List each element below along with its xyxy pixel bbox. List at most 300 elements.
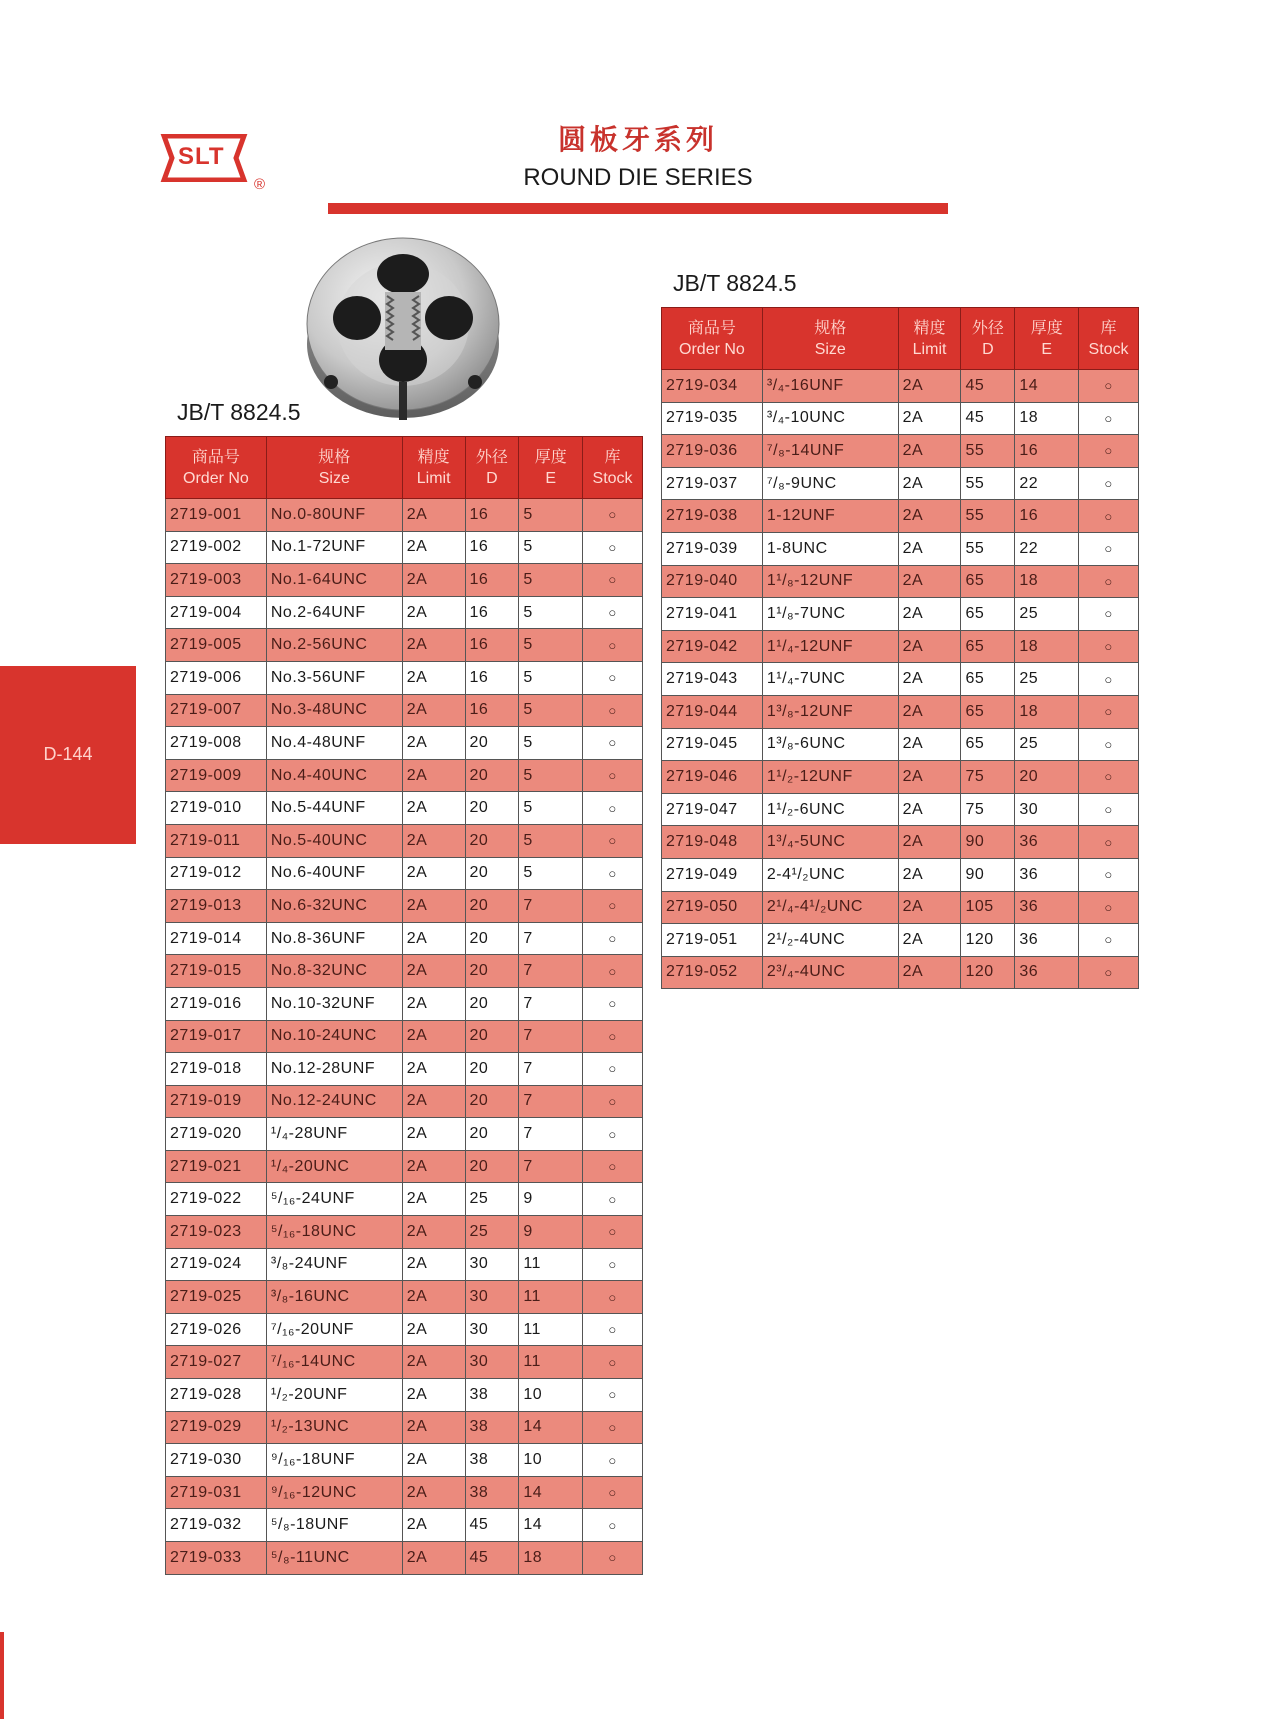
cell-e: 18 [1015, 630, 1079, 663]
cell-e: 36 [1015, 826, 1079, 859]
cell-limit: 2A [402, 1085, 465, 1118]
table-row [166, 1150, 643, 1183]
cell-size: ³/₄-16UNF [762, 370, 898, 403]
table-row [662, 532, 1139, 565]
cell-size: 1¹/₄-7UNC [762, 663, 898, 696]
table-row [662, 565, 1139, 598]
cell-order: 2719-011 [166, 824, 267, 857]
cell-stock: ○ [1079, 761, 1139, 794]
cell-e: 20 [1015, 761, 1079, 794]
cell-order: 2719-040 [662, 565, 763, 598]
cell-limit: 2A [402, 694, 465, 727]
cell-stock: ○ [1079, 565, 1139, 598]
table-row [166, 1476, 643, 1509]
cell-size: ⁵/₈-18UNF [266, 1509, 402, 1542]
cell-size: No.12-24UNC [266, 1085, 402, 1118]
cell-stock: ○ [1079, 500, 1139, 533]
cell-d: 16 [465, 596, 519, 629]
cell-limit: 2A [402, 857, 465, 890]
standard-label-right: JB/T 8824.5 [673, 270, 797, 296]
table-row [166, 1281, 643, 1314]
cell-e: 7 [519, 1085, 583, 1118]
cell-e: 25 [1015, 728, 1079, 761]
cell-d: 30 [465, 1248, 519, 1281]
cell-order: 2719-004 [166, 596, 267, 629]
cell-stock: ○ [583, 1444, 643, 1477]
cell-stock: ○ [1079, 435, 1139, 468]
cell-order: 2719-052 [662, 956, 763, 989]
cell-order: 2719-039 [662, 532, 763, 565]
cell-stock: ○ [1079, 956, 1139, 989]
cell-d: 55 [961, 532, 1015, 565]
cell-stock: ○ [583, 1183, 643, 1216]
cell-size: 1³/₈-6UNC [762, 728, 898, 761]
cell-size: No.1-64UNC [266, 564, 402, 597]
cell-limit: 2A [402, 1183, 465, 1216]
cell-size: 2³/₄-4UNC [762, 956, 898, 989]
cell-stock: ○ [583, 1150, 643, 1183]
cell-order: 2719-020 [166, 1118, 267, 1151]
cell-limit: 2A [402, 1313, 465, 1346]
cell-order: 2719-024 [166, 1248, 267, 1281]
cell-limit: 2A [402, 1476, 465, 1509]
cell-stock: ○ [583, 1379, 643, 1412]
cell-e: 36 [1015, 891, 1079, 924]
cell-size: ¹/₄-20UNC [266, 1150, 402, 1183]
cell-size: ¹/₄-28UNF [266, 1118, 402, 1151]
cell-order: 2719-025 [166, 1281, 267, 1314]
cell-order: 2719-045 [662, 728, 763, 761]
cell-limit: 2A [898, 402, 961, 435]
table-row [662, 728, 1139, 761]
cell-limit: 2A [402, 661, 465, 694]
cell-d: 120 [961, 924, 1015, 957]
cell-order: 2719-019 [166, 1085, 267, 1118]
cell-d: 90 [961, 858, 1015, 891]
cell-order: 2719-022 [166, 1183, 267, 1216]
cell-limit: 2A [402, 824, 465, 857]
cell-stock: ○ [1079, 826, 1139, 859]
table-row [166, 1444, 643, 1477]
cell-size: ¹/₂-20UNF [266, 1379, 402, 1412]
cell-order: 2719-044 [662, 695, 763, 728]
cell-d: 55 [961, 467, 1015, 500]
table-row [662, 598, 1139, 631]
cell-e: 18 [1015, 565, 1079, 598]
cell-size: 1¹/₂-6UNC [762, 793, 898, 826]
cell-e: 5 [519, 629, 583, 662]
cell-limit: 2A [898, 467, 961, 500]
cell-order: 2719-028 [166, 1379, 267, 1412]
cell-e: 5 [519, 824, 583, 857]
cell-size: No.4-40UNC [266, 759, 402, 792]
cell-order: 2719-027 [166, 1346, 267, 1379]
cell-d: 65 [961, 565, 1015, 598]
cell-e: 14 [1015, 370, 1079, 403]
table-row [662, 826, 1139, 859]
cell-stock: ○ [583, 499, 643, 532]
cell-d: 20 [465, 1053, 519, 1086]
cell-d: 55 [961, 500, 1015, 533]
cell-d: 65 [961, 598, 1015, 631]
cell-order: 2719-015 [166, 955, 267, 988]
table-row [662, 761, 1139, 794]
table-row [166, 694, 643, 727]
cell-limit: 2A [898, 630, 961, 663]
table-row [166, 1379, 643, 1412]
cell-e: 14 [519, 1476, 583, 1509]
cell-limit: 2A [402, 531, 465, 564]
cell-order: 2719-005 [166, 629, 267, 662]
cell-stock: ○ [583, 922, 643, 955]
cell-d: 20 [465, 1085, 519, 1118]
cell-e: 16 [1015, 500, 1079, 533]
cell-order: 2719-008 [166, 727, 267, 760]
cell-order: 2719-021 [166, 1150, 267, 1183]
cell-e: 25 [1015, 663, 1079, 696]
cell-e: 5 [519, 694, 583, 727]
header-e: 厚度 E [1015, 308, 1079, 370]
cell-limit: 2A [898, 532, 961, 565]
cell-order: 2719-016 [166, 987, 267, 1020]
cell-d: 16 [465, 629, 519, 662]
cell-d: 16 [465, 531, 519, 564]
cell-stock: ○ [583, 1346, 643, 1379]
cell-order: 2719-047 [662, 793, 763, 826]
cell-d: 45 [961, 402, 1015, 435]
table-row [166, 1509, 643, 1542]
cell-limit: 2A [402, 1281, 465, 1314]
cell-size: ⁵/₈-11UNC [266, 1542, 402, 1575]
cell-order: 2719-013 [166, 890, 267, 923]
cell-limit: 2A [898, 663, 961, 696]
table-row [166, 955, 643, 988]
cell-limit: 2A [402, 1346, 465, 1379]
cell-stock: ○ [583, 661, 643, 694]
cell-limit: 2A [402, 1411, 465, 1444]
title-english: ROUND DIE SERIES [523, 164, 753, 191]
cell-e: 10 [519, 1444, 583, 1477]
cell-stock: ○ [1079, 467, 1139, 500]
cell-order: 2719-033 [166, 1542, 267, 1575]
table-row [166, 499, 643, 532]
cell-order: 2719-042 [662, 630, 763, 663]
table-row [166, 890, 643, 923]
cell-size: ⁷/₈-14UNF [762, 435, 898, 468]
cell-e: 11 [519, 1313, 583, 1346]
cell-stock: ○ [583, 629, 643, 662]
cell-d: 105 [961, 891, 1015, 924]
cell-d: 25 [465, 1183, 519, 1216]
cell-limit: 2A [402, 759, 465, 792]
cell-e: 5 [519, 499, 583, 532]
cell-d: 16 [465, 694, 519, 727]
cell-stock: ○ [583, 1248, 643, 1281]
header-size: 规格 Size [266, 437, 402, 499]
cell-stock: ○ [583, 1020, 643, 1053]
cell-limit: 2A [402, 629, 465, 662]
cell-limit: 2A [898, 826, 961, 859]
table-row [166, 759, 643, 792]
cell-limit: 2A [402, 1118, 465, 1151]
cell-d: 120 [961, 956, 1015, 989]
cell-d: 38 [465, 1476, 519, 1509]
cell-size: 1¹/₈-12UNF [762, 565, 898, 598]
cell-size: No.6-40UNF [266, 857, 402, 890]
cell-stock: ○ [583, 727, 643, 760]
table-header-row [166, 437, 643, 499]
cell-stock: ○ [583, 1216, 643, 1249]
cell-size: No.2-56UNC [266, 629, 402, 662]
cell-limit: 2A [898, 858, 961, 891]
cell-size: No.8-36UNF [266, 922, 402, 955]
cell-d: 30 [465, 1346, 519, 1379]
cell-order: 2719-001 [166, 499, 267, 532]
table-row [166, 531, 643, 564]
cell-limit: 2A [402, 890, 465, 923]
table-row [166, 1411, 643, 1444]
cell-e: 14 [519, 1509, 583, 1542]
table-row [662, 467, 1139, 500]
table-row [166, 1053, 643, 1086]
cell-d: 20 [465, 1118, 519, 1151]
cell-d: 55 [961, 435, 1015, 468]
table-row [166, 1085, 643, 1118]
cell-stock: ○ [583, 1313, 643, 1346]
cell-size: ³/₈-16UNC [266, 1281, 402, 1314]
cell-stock: ○ [583, 1085, 643, 1118]
cell-limit: 2A [402, 727, 465, 760]
cell-limit: 2A [898, 370, 961, 403]
cell-limit: 2A [898, 565, 961, 598]
cell-order: 2719-043 [662, 663, 763, 696]
cell-order: 2719-051 [662, 924, 763, 957]
table-row [166, 824, 643, 857]
cell-limit: 2A [402, 1053, 465, 1086]
cell-e: 5 [519, 727, 583, 760]
cell-e: 7 [519, 1020, 583, 1053]
cell-d: 65 [961, 695, 1015, 728]
header-size: 规格 Size [762, 308, 898, 370]
cell-e: 5 [519, 596, 583, 629]
cell-stock: ○ [583, 824, 643, 857]
cell-d: 30 [465, 1313, 519, 1346]
cell-size: No.12-28UNF [266, 1053, 402, 1086]
cell-order: 2719-029 [166, 1411, 267, 1444]
cell-limit: 2A [898, 793, 961, 826]
cell-e: 7 [519, 922, 583, 955]
cell-stock: ○ [583, 1509, 643, 1542]
cell-e: 7 [519, 1150, 583, 1183]
round-die-product-image [303, 232, 503, 422]
cell-d: 20 [465, 987, 519, 1020]
cell-order: 2719-038 [662, 500, 763, 533]
table-row [166, 987, 643, 1020]
cell-limit: 2A [898, 500, 961, 533]
title-chinese: 圆板牙系列 [557, 123, 718, 156]
cell-e: 11 [519, 1281, 583, 1314]
cell-d: 20 [465, 792, 519, 825]
cell-size: ⁷/₈-9UNC [762, 467, 898, 500]
cell-stock: ○ [583, 596, 643, 629]
cell-limit: 2A [402, 792, 465, 825]
cell-e: 36 [1015, 924, 1079, 957]
cell-d: 75 [961, 793, 1015, 826]
table-row [166, 564, 643, 597]
cell-limit: 2A [402, 1444, 465, 1477]
table-row [662, 370, 1139, 403]
cell-size: 2-4¹/₂UNC [762, 858, 898, 891]
table-row [166, 1346, 643, 1379]
cell-size: No.3-56UNF [266, 661, 402, 694]
cell-size: No.5-44UNF [266, 792, 402, 825]
table-row [166, 1118, 643, 1151]
cell-limit: 2A [402, 1542, 465, 1575]
cell-stock: ○ [1079, 695, 1139, 728]
cell-d: 20 [465, 1020, 519, 1053]
cell-e: 7 [519, 890, 583, 923]
cell-order: 2719-003 [166, 564, 267, 597]
cell-limit: 2A [402, 922, 465, 955]
cell-e: 9 [519, 1216, 583, 1249]
cell-e: 18 [519, 1542, 583, 1575]
cell-order: 2719-030 [166, 1444, 267, 1477]
cell-e: 5 [519, 792, 583, 825]
cell-size: 1-12UNF [762, 500, 898, 533]
cell-d: 38 [465, 1444, 519, 1477]
cell-e: 30 [1015, 793, 1079, 826]
table-row [662, 435, 1139, 468]
cell-d: 65 [961, 728, 1015, 761]
cell-e: 7 [519, 1118, 583, 1151]
cell-limit: 2A [898, 598, 961, 631]
cell-stock: ○ [583, 1542, 643, 1575]
table-row [166, 727, 643, 760]
cell-e: 5 [519, 661, 583, 694]
cell-e: 9 [519, 1183, 583, 1216]
standard-label-left: JB/T 8824.5 [177, 399, 301, 425]
cell-d: 20 [465, 857, 519, 890]
cell-stock: ○ [583, 564, 643, 597]
cell-stock: ○ [1079, 793, 1139, 826]
cell-d: 45 [961, 370, 1015, 403]
cell-size: ⁷/₁₆-20UNF [266, 1313, 402, 1346]
cell-limit: 2A [898, 924, 961, 957]
cell-stock: ○ [1079, 598, 1139, 631]
cell-e: 7 [519, 955, 583, 988]
header-d: 外径 D [961, 308, 1015, 370]
cell-size: 1³/₄-5UNC [762, 826, 898, 859]
cell-order: 2719-036 [662, 435, 763, 468]
header-limit: 精度 Limit [402, 437, 465, 499]
table-row [662, 956, 1139, 989]
cell-e: 11 [519, 1346, 583, 1379]
cell-stock: ○ [583, 987, 643, 1020]
cell-d: 90 [961, 826, 1015, 859]
cell-e: 16 [1015, 435, 1079, 468]
cell-e: 36 [1015, 956, 1079, 989]
cell-order: 2719-007 [166, 694, 267, 727]
cell-e: 36 [1015, 858, 1079, 891]
cell-limit: 2A [898, 435, 961, 468]
table-row [166, 1248, 643, 1281]
cell-d: 16 [465, 661, 519, 694]
cell-stock: ○ [583, 759, 643, 792]
cell-size: No.6-32UNC [266, 890, 402, 923]
cell-stock: ○ [1079, 663, 1139, 696]
cell-stock: ○ [1079, 532, 1139, 565]
cell-e: 14 [519, 1411, 583, 1444]
cell-order: 2719-031 [166, 1476, 267, 1509]
cell-d: 20 [465, 824, 519, 857]
cell-size: 2¹/₂-4UNC [762, 924, 898, 957]
cell-e: 7 [519, 1053, 583, 1086]
cell-size: No.5-40UNC [266, 824, 402, 857]
cell-e: 11 [519, 1248, 583, 1281]
cell-size: No.8-32UNC [266, 955, 402, 988]
table-row [662, 695, 1139, 728]
cell-size: No.4-48UNF [266, 727, 402, 760]
cell-d: 20 [465, 890, 519, 923]
cell-size: 1¹/₈-7UNC [762, 598, 898, 631]
cell-size: No.3-48UNC [266, 694, 402, 727]
cell-stock: ○ [1079, 891, 1139, 924]
logo-text: SLT [178, 143, 225, 170]
cell-d: 45 [465, 1542, 519, 1575]
page-number-tab [0, 666, 136, 844]
header-stock: 库 Stock [583, 437, 643, 499]
spec-table-left [165, 436, 643, 1575]
cell-order: 2719-049 [662, 858, 763, 891]
table-row [662, 891, 1139, 924]
cell-size: ⁵/₁₆-18UNC [266, 1216, 402, 1249]
cell-size: No.1-72UNF [266, 531, 402, 564]
cell-stock: ○ [583, 531, 643, 564]
cell-d: 65 [961, 663, 1015, 696]
cell-d: 16 [465, 499, 519, 532]
cell-order: 2719-034 [662, 370, 763, 403]
cell-stock: ○ [583, 1411, 643, 1444]
cell-size: No.10-32UNF [266, 987, 402, 1020]
cell-e: 25 [1015, 598, 1079, 631]
spec-table-right [661, 307, 1139, 989]
cell-order: 2719-009 [166, 759, 267, 792]
cell-limit: 2A [402, 1150, 465, 1183]
table-row [662, 402, 1139, 435]
cell-stock: ○ [1079, 630, 1139, 663]
cell-stock: ○ [583, 1476, 643, 1509]
table-row [662, 793, 1139, 826]
cell-e: 5 [519, 759, 583, 792]
cell-stock: ○ [583, 1281, 643, 1314]
cell-size: 1¹/₄-12UNF [762, 630, 898, 663]
table-row [166, 857, 643, 890]
cell-size: ⁹/₁₆-12UNC [266, 1476, 402, 1509]
cell-order: 2719-050 [662, 891, 763, 924]
cell-limit: 2A [402, 1020, 465, 1053]
cell-d: 25 [465, 1216, 519, 1249]
cell-order: 2719-002 [166, 531, 267, 564]
cell-d: 30 [465, 1281, 519, 1314]
table-row [662, 663, 1139, 696]
cell-size: ³/₄-10UNC [762, 402, 898, 435]
header-limit: 精度 Limit [898, 308, 961, 370]
cell-d: 45 [465, 1509, 519, 1542]
cell-order: 2719-046 [662, 761, 763, 794]
cell-e: 7 [519, 987, 583, 1020]
cell-size: ¹/₂-13UNC [266, 1411, 402, 1444]
registered-mark: ® [254, 176, 266, 193]
